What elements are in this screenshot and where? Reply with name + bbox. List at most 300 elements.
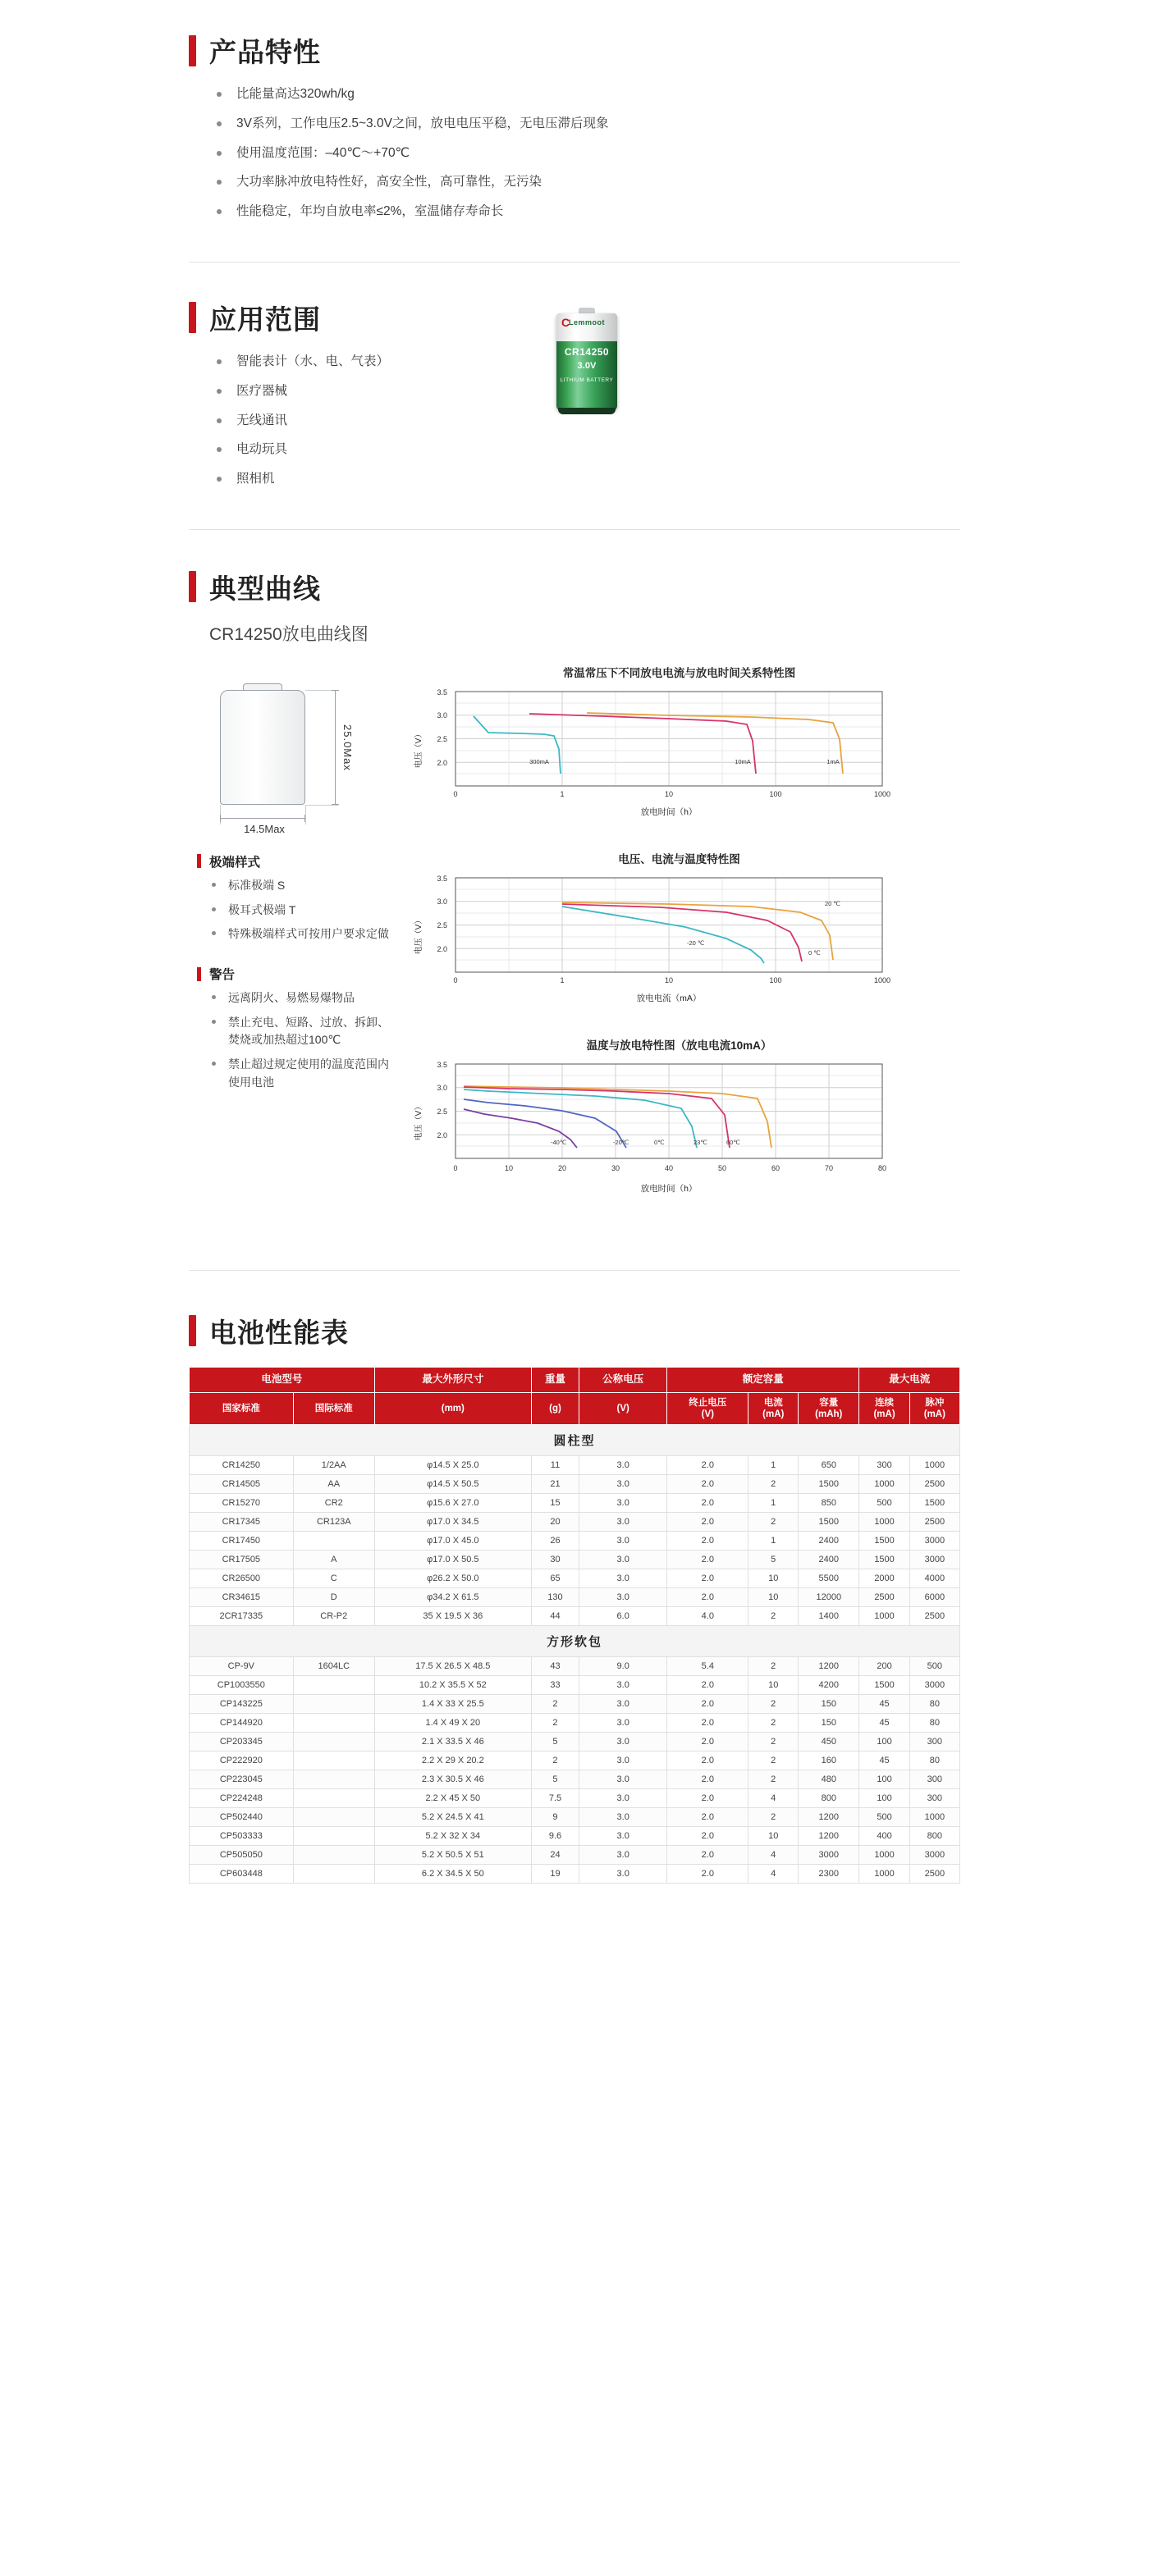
table-cell: 2: [748, 1513, 799, 1532]
warning-heading: [197, 965, 398, 983]
chart-annotation: -20 ℃: [687, 939, 705, 947]
svg-text:2.0: 2.0: [437, 944, 447, 953]
table-cell: 2: [748, 1752, 799, 1770]
table-row: [190, 1676, 960, 1695]
table-cell: 4200: [799, 1676, 859, 1695]
table-cell: 3.0: [579, 1789, 667, 1808]
svg-text:1: 1: [560, 789, 565, 798]
table-row: [190, 1588, 960, 1607]
list-item: 极耳式极端 T: [208, 902, 398, 920]
table-row: [190, 1733, 960, 1752]
list-item: 禁止超过规定使用的温度范围内使用电池: [208, 1056, 398, 1091]
chart-title: 常温常压下不同放电电流与放电时间关系特性图: [562, 666, 796, 679]
table-cell: 2.0: [667, 1808, 748, 1827]
table-cell: 3.0: [579, 1456, 667, 1475]
table-cell: 5.4: [667, 1657, 748, 1676]
table-cell: 6.2 X 34.5 X 50: [374, 1865, 531, 1884]
table-cell: 2.1 X 33.5 X 46: [374, 1733, 531, 1752]
table-cell: 24: [531, 1846, 579, 1865]
table-cell: 26: [531, 1532, 579, 1551]
svg-text:放电时间（h）: 放电时间（h）: [640, 1183, 698, 1194]
terminal-style-title: 极端样式: [209, 855, 261, 870]
svg-text:3.5: 3.5: [437, 687, 447, 697]
table-cell: 1400: [799, 1607, 859, 1626]
table-cell: 2500: [909, 1607, 959, 1626]
table-cell: 5: [748, 1551, 799, 1569]
curves-heading: [189, 568, 960, 606]
table-cell: 500: [909, 1657, 959, 1676]
table-cell: 3000: [799, 1846, 859, 1865]
section-applications: [0, 263, 1149, 490]
table-cell: 1/2AA: [293, 1456, 374, 1475]
table-cell: 2.3 X 30.5 X 46: [374, 1770, 531, 1789]
list-item: 远离阴火、易燃易爆物品: [208, 989, 398, 1007]
table-cell: 10: [748, 1588, 799, 1607]
curves-left-column: [189, 664, 398, 1231]
table-cell: [293, 1789, 374, 1808]
table-cell: 130: [531, 1588, 579, 1607]
table-cell: C: [293, 1569, 374, 1588]
table-cell: CR14250: [190, 1456, 294, 1475]
table-cell: 3000: [909, 1551, 959, 1569]
table-cell: 2: [748, 1607, 799, 1626]
dimension-drawing: [197, 675, 390, 835]
table-cell: 65: [531, 1569, 579, 1588]
table-cell: 1000: [909, 1456, 959, 1475]
table-cell: 2.0: [667, 1569, 748, 1588]
table-cell: 45: [859, 1695, 909, 1714]
table-cell: 800: [909, 1827, 959, 1846]
width-dimension-line: [220, 818, 305, 819]
table-cell: 300: [909, 1770, 959, 1789]
chart-canvas: [398, 1056, 923, 1204]
table-cell: CR-P2: [293, 1607, 374, 1626]
table-cell: A: [293, 1551, 374, 1569]
table-cell: 1000: [859, 1475, 909, 1494]
table-cell: 2: [748, 1714, 799, 1733]
table-cell: CP203345: [190, 1733, 294, 1752]
table-cell: [293, 1532, 374, 1551]
th-max-current: 最大电流: [859, 1367, 960, 1392]
table-cell: 1: [748, 1532, 799, 1551]
table-cell: 480: [799, 1770, 859, 1789]
table-cell: [293, 1808, 374, 1827]
th-current: 电流 (mA): [748, 1392, 799, 1425]
table-cell: 2.0: [667, 1551, 748, 1569]
th-nominal-voltage: 公称电压: [579, 1367, 667, 1392]
accent-bar: [189, 571, 196, 602]
table-cell: 1.4 X 49 X 20: [374, 1714, 531, 1733]
table-cell: 45: [859, 1714, 909, 1733]
table-cell: 1: [748, 1494, 799, 1513]
th-size: 最大外形尺寸: [374, 1367, 531, 1392]
svg-text:3.5: 3.5: [437, 874, 447, 883]
table-cell: 9.0: [579, 1657, 667, 1676]
th-weight: 重量: [531, 1367, 579, 1392]
table-cell: 3.0: [579, 1513, 667, 1532]
table-row: [190, 1513, 960, 1532]
table-cell: 160: [799, 1752, 859, 1770]
table-cell: 850: [799, 1494, 859, 1513]
table-cell: φ17.0 X 50.5: [374, 1551, 531, 1569]
table-cell: 80: [909, 1752, 959, 1770]
table-cell: 100: [859, 1733, 909, 1752]
list-item: 禁止充电、短路、过放、拆卸、焚烧或加热超过100℃: [208, 1014, 398, 1049]
table-cell: φ17.0 X 34.5: [374, 1513, 531, 1532]
svg-text:100: 100: [769, 789, 782, 798]
table-cell: 3.0: [579, 1475, 667, 1494]
table-cell: 35 X 19.5 X 36: [374, 1607, 531, 1626]
table-body: [190, 1425, 960, 1884]
table-cell: CP505050: [190, 1846, 294, 1865]
table-cell: 2: [748, 1657, 799, 1676]
table-cell: 1000: [909, 1808, 959, 1827]
svg-text:2.0: 2.0: [437, 758, 447, 767]
svg-text:1: 1: [560, 975, 565, 984]
table-cell: 2300: [799, 1865, 859, 1884]
table-row: [190, 1475, 960, 1494]
th-international-standard: 国际标准: [293, 1392, 374, 1425]
table-cell: 500: [859, 1494, 909, 1513]
table-row: [190, 1789, 960, 1808]
table-cell: 45: [859, 1752, 909, 1770]
svg-text:2.0: 2.0: [437, 1130, 447, 1140]
table-cell: φ34.2 X 61.5: [374, 1588, 531, 1607]
table-cell: 3.0: [579, 1532, 667, 1551]
svg-text:2.5: 2.5: [437, 734, 447, 743]
battery-model: CR14250: [564, 345, 610, 358]
list-item: 无线通讯: [213, 411, 960, 432]
chart-annotation: 0℃: [654, 1138, 665, 1146]
table-cell: 3.0: [579, 1733, 667, 1752]
table-cell: 2.2 X 45 X 50: [374, 1789, 531, 1808]
table-cell: 4.0: [667, 1607, 748, 1626]
table-header-row-1: [190, 1367, 960, 1392]
table-cell: 300: [909, 1733, 959, 1752]
table-cell: 6.0: [579, 1607, 667, 1626]
svg-text:80: 80: [877, 1163, 887, 1172]
table-cell: 1500: [799, 1475, 859, 1494]
table-cell: 80: [909, 1695, 959, 1714]
svg-text:3.0: 3.0: [437, 897, 447, 906]
battery-product-image: [542, 299, 632, 422]
table-cell: 2.2 X 29 X 20.2: [374, 1752, 531, 1770]
table-cell: 5.2 X 32 X 34: [374, 1827, 531, 1846]
table-row: [190, 1752, 960, 1770]
table-cell: [293, 1827, 374, 1846]
table-cell: 1200: [799, 1657, 859, 1676]
chart-title: 温度与放电特性图（放电电流10mA）: [586, 1039, 772, 1052]
table-cell: CP603448: [190, 1865, 294, 1884]
svg-text:3.5: 3.5: [437, 1060, 447, 1069]
table-cell: 5500: [799, 1569, 859, 1588]
table-cell: 2400: [799, 1551, 859, 1569]
table-cell: CR17450: [190, 1532, 294, 1551]
brand-mark-icon: C: [561, 315, 570, 329]
table-cell: 2: [531, 1752, 579, 1770]
svg-text:60: 60: [771, 1163, 780, 1172]
table-cell: 20: [531, 1513, 579, 1532]
table-row: [190, 1808, 960, 1827]
table-cell: 2: [748, 1808, 799, 1827]
table-row: [190, 1569, 960, 1588]
table-cell: 80: [909, 1714, 959, 1733]
accent-bar-small: [197, 854, 201, 868]
table-cell: 17.5 X 26.5 X 48.5: [374, 1657, 531, 1676]
table-cell: 4: [748, 1846, 799, 1865]
warning-list: [197, 989, 398, 1091]
table-cell: 30: [531, 1551, 579, 1569]
chart-annotation: 23℃: [694, 1138, 707, 1146]
table-cell: 2.0: [667, 1865, 748, 1884]
table-cell: 100: [859, 1789, 909, 1808]
table-group-row: [190, 1425, 960, 1456]
table-cell: 2.0: [667, 1752, 748, 1770]
chart-canvas: [398, 683, 923, 823]
svg-text:2.5: 2.5: [437, 1107, 447, 1116]
table-cell: [293, 1752, 374, 1770]
th-capacity: 容量 (mAh): [799, 1392, 859, 1425]
curves-title: 典型曲线: [209, 573, 321, 604]
dimension-tick: [305, 805, 306, 824]
svg-text:3.0: 3.0: [437, 1083, 447, 1092]
table-cell: CP223045: [190, 1770, 294, 1789]
table-cell: 1000: [859, 1846, 909, 1865]
width-dimension-label: 14.5Max: [244, 822, 285, 835]
table-cell: 2.0: [667, 1846, 748, 1865]
list-item: 电动玩具: [213, 440, 960, 460]
section-product-features: [0, 0, 1149, 222]
curves-subtitle: CR14250放电曲线图: [209, 624, 369, 644]
table-row: [190, 1532, 960, 1551]
list-item: 智能表计（水、电、气表）: [213, 352, 960, 372]
svg-text:40: 40: [664, 1163, 674, 1172]
battery-graphic: [556, 313, 617, 410]
battery-brand: Lemmoot: [569, 317, 605, 327]
table-cell: φ14.5 X 50.5: [374, 1475, 531, 1494]
table-group-row: [190, 1626, 960, 1657]
table-cell: 1.4 X 33 X 25.5: [374, 1695, 531, 1714]
table-cell: 3.0: [579, 1494, 667, 1513]
table-cell: 3.0: [579, 1752, 667, 1770]
table-cell: 1500: [909, 1494, 959, 1513]
table-row: [190, 1607, 960, 1626]
table-cell: 2: [748, 1695, 799, 1714]
table-cell: 1000: [859, 1607, 909, 1626]
table-cell: AA: [293, 1475, 374, 1494]
list-item: 性能稳定，年均自放电率≤2%，室温储存寿命长: [213, 202, 960, 222]
table-cell: 2.0: [667, 1789, 748, 1808]
table-cell: 2400: [799, 1532, 859, 1551]
table-cell: CR123A: [293, 1513, 374, 1532]
table-cell: 300: [859, 1456, 909, 1475]
table-group-label: 圆柱型: [190, 1425, 960, 1456]
table-cell: 1604LC: [293, 1657, 374, 1676]
table-cell: 2.0: [667, 1588, 748, 1607]
perf-title: 电池性能表: [209, 1317, 349, 1348]
table-cell: 10: [748, 1827, 799, 1846]
svg-text:30: 30: [611, 1163, 620, 1172]
list-item: 照相机: [213, 469, 960, 490]
th-national-standard: 国家标准: [190, 1392, 294, 1425]
table-cell: 3.0: [579, 1808, 667, 1827]
table-row: [190, 1770, 960, 1789]
table-cell: 3.0: [579, 1588, 667, 1607]
table-cell: 10: [748, 1569, 799, 1588]
table-cell: 1500: [859, 1676, 909, 1695]
table-cell: 2: [748, 1475, 799, 1494]
th-weight-unit: (g): [531, 1392, 579, 1425]
table-row: [190, 1865, 960, 1884]
svg-text:3.0: 3.0: [437, 710, 447, 719]
svg-text:50: 50: [717, 1163, 727, 1172]
svg-text:10: 10: [664, 975, 674, 984]
svg-text:1000: 1000: [873, 789, 891, 798]
list-item: 标准极端 S: [208, 877, 398, 895]
charts-column: [398, 664, 960, 1231]
table-cell: 5.2 X 50.5 X 51: [374, 1846, 531, 1865]
table-cell: 500: [859, 1808, 909, 1827]
svg-text:2.5: 2.5: [437, 920, 447, 929]
table-cell: 2.0: [667, 1532, 748, 1551]
th-pulse: 脉冲 (mA): [909, 1392, 959, 1425]
battery-chemistry: LITHIUM BATTERY: [560, 377, 614, 383]
table-cell: 200: [859, 1657, 909, 1676]
svg-text:20: 20: [557, 1163, 567, 1172]
table-cell: 2: [531, 1714, 579, 1733]
table-cell: CR26500: [190, 1569, 294, 1588]
table-cell: 9: [531, 1808, 579, 1827]
table-row: [190, 1494, 960, 1513]
table-cell: CR15270: [190, 1494, 294, 1513]
svg-text:0: 0: [453, 789, 458, 798]
table-cell: 33: [531, 1676, 579, 1695]
table-cell: 2: [748, 1770, 799, 1789]
th-nominal-unit: (V): [579, 1392, 667, 1425]
battery-performance-table: [189, 1367, 960, 1884]
table-cell: 4: [748, 1865, 799, 1884]
table-cell: 2.0: [667, 1456, 748, 1475]
chart-title: 电压、电流与温度特性图: [618, 852, 740, 866]
table-cell: 1500: [859, 1551, 909, 1569]
th-model: 电池型号: [190, 1367, 375, 1392]
table-cell: 2500: [909, 1513, 959, 1532]
table-cell: 3000: [909, 1532, 959, 1551]
svg-text:100: 100: [769, 975, 782, 984]
table-cell: 1000: [859, 1865, 909, 1884]
table-cell: 1: [748, 1456, 799, 1475]
chart-annotation: 300mA: [529, 757, 549, 765]
table-cell: 3.0: [579, 1569, 667, 1588]
table-cell: 150: [799, 1714, 859, 1733]
table-cell: 1500: [859, 1532, 909, 1551]
chart-canvas: [398, 870, 923, 1009]
table-cell: φ17.0 X 45.0: [374, 1532, 531, 1551]
table-cell: 43: [531, 1657, 579, 1676]
table-cell: 7.5: [531, 1789, 579, 1808]
chart-annotation: 0 ℃: [808, 948, 821, 957]
table-cell: 3.0: [579, 1865, 667, 1884]
chart-annotation: 10mA: [735, 757, 751, 765]
table-cell: 5: [531, 1733, 579, 1752]
table-cell: CP503333: [190, 1827, 294, 1846]
accent-bar: [189, 1315, 196, 1346]
table-cell: 2500: [909, 1475, 959, 1494]
chart-annotation: 20 ℃: [825, 899, 840, 907]
dimension-tick: [305, 805, 338, 806]
th-size-unit: (mm): [374, 1392, 531, 1425]
table-cell: [293, 1714, 374, 1733]
table-cell: CP222920: [190, 1752, 294, 1770]
chart-annotation: 1mA: [826, 757, 840, 765]
table-cell: 21: [531, 1475, 579, 1494]
table-cell: 3.0: [579, 1695, 667, 1714]
table-row: [190, 1551, 960, 1569]
table-cell: 2.0: [667, 1714, 748, 1733]
svg-text:10: 10: [664, 789, 674, 798]
table-cell: CR17505: [190, 1551, 294, 1569]
table-cell: [293, 1695, 374, 1714]
table-cell: CR14505: [190, 1475, 294, 1494]
table-cell: CP502440: [190, 1808, 294, 1827]
table-cell: 1500: [799, 1513, 859, 1532]
table-cell: 2000: [859, 1569, 909, 1588]
svg-text:70: 70: [824, 1163, 834, 1172]
table-cell: 19: [531, 1865, 579, 1884]
accent-bar-small: [197, 967, 201, 981]
table-cell: 300: [909, 1789, 959, 1808]
table-row: [190, 1456, 960, 1475]
list-item: 特殊极端样式可按用户要求定做: [208, 925, 398, 943]
table-cell: 3.0: [579, 1827, 667, 1846]
table-row: [190, 1846, 960, 1865]
table-cell: 2: [748, 1733, 799, 1752]
list-item: 比能量高达320wh/kg: [213, 84, 960, 105]
table-group-label: 方形软包: [190, 1626, 960, 1657]
table-cell: 650: [799, 1456, 859, 1475]
table-cell: 1200: [799, 1827, 859, 1846]
table-header: [190, 1367, 960, 1424]
table-cell: 400: [859, 1827, 909, 1846]
features-title: 产品特性: [209, 37, 321, 67]
table-cell: CP224248: [190, 1789, 294, 1808]
svg-text:1000: 1000: [873, 975, 891, 984]
table-cell: 10.2 X 35.5 X 52: [374, 1676, 531, 1695]
table-cell: CR17345: [190, 1513, 294, 1532]
table-cell: 450: [799, 1733, 859, 1752]
table-cell: 2: [531, 1695, 579, 1714]
table-cell: 10: [748, 1676, 799, 1695]
table-cell: 15: [531, 1494, 579, 1513]
table-cell: [293, 1676, 374, 1695]
table-cell: [293, 1733, 374, 1752]
chart-voltage-current-temperature: [398, 850, 960, 1013]
table-cell: D: [293, 1588, 374, 1607]
list-item: 大功率脉冲放电特性好，高安全性，高可靠性，无污染: [213, 172, 960, 193]
height-dimension-label: 25.0Max: [341, 724, 354, 771]
features-heading: [189, 31, 960, 70]
table-header-row-2: [190, 1392, 960, 1425]
list-item: 医疗器械: [213, 381, 960, 402]
table-cell: 2.0: [667, 1494, 748, 1513]
svg-text:电压（V）: 电压（V）: [414, 729, 423, 769]
table-cell: 2.0: [667, 1475, 748, 1494]
table-cell: 4: [748, 1789, 799, 1808]
table-cell: 3.0: [579, 1676, 667, 1695]
table-cell: 2500: [859, 1588, 909, 1607]
accent-bar: [189, 302, 196, 333]
battery-voltage: 3.0V: [577, 360, 597, 371]
